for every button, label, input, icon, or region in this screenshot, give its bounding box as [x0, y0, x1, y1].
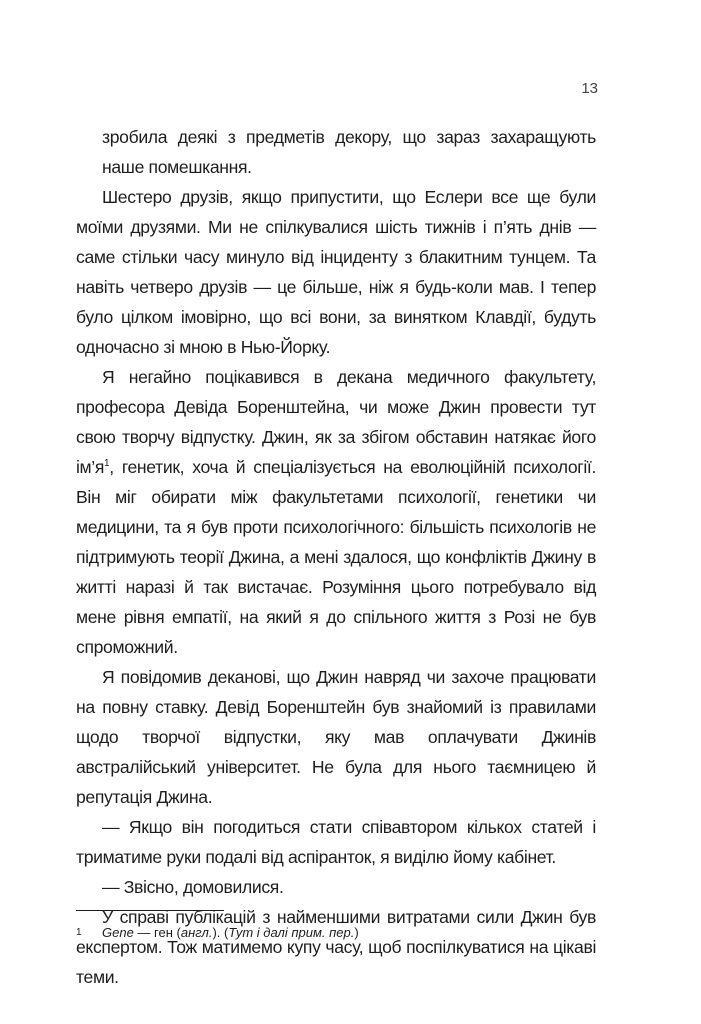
paragraph-3-part-1: Я негайно поцікавився в декана медичного факультету, професора Девіда Боренштейна, чи може Джин провести тут свою творчу відпустку. Джин, як за збігом обставин натякає його ім’я [76, 367, 596, 477]
body-text [76, 122, 596, 992]
page-number: 13 [581, 80, 598, 97]
footnote-note: Тут і далі прим. пер. [228, 925, 355, 940]
footnote-term: Gene [102, 925, 134, 940]
footnote [76, 924, 596, 942]
paragraph-3-part-2: , генетик, хоча й спеціалізується на еволюційній психології. Він міг обирати між факультетами психології, генетики чи медицини, та я був проти психологічного: більшість психологів не підтримують теорії Джина, а мені здалося, що конфліктів Джину в житті наразі й так вистачає. Розуміння цього потребувало від мене рівня емпатії, на який я до спільного життя з Розі не був спроможний. [76, 457, 596, 657]
paragraph-1: зробила деякі з предметів декору, що зараз захаращують наше помешкання. [102, 127, 596, 177]
footnote-reference[interactable]: 1 [104, 458, 110, 470]
footnote-marker: 1 [76, 927, 82, 938]
dialogue-line-2: — Звісно, домовилися. [102, 877, 284, 897]
footnote-text-2: ). ( [212, 925, 229, 940]
footnote-language: англ. [180, 925, 213, 940]
paragraph-5: У справі публікацій з найменшими витратами сили Джин був експертом. Тож матимемо купу часу, щоб поспілкуватися на цікаві теми. [76, 907, 596, 987]
footnote-text-3: ) [354, 925, 359, 940]
footnote-divider [76, 910, 224, 911]
dialogue-line-1: — Якщо він погодиться стати співавтором кількох статей і триматиме руки подалі від аспіранток, я виділю йому кабінет. [76, 817, 596, 867]
paragraph-4: Я повідомив деканові, що Джин навряд чи захоче працювати на повну ставку. Девід Боренштейн був знайомий із правилами щодо творчої відпустки, яку мав оплачувати Джинів австралійський університет. Не була для нього таємницею й репутація Джина. [76, 667, 596, 807]
paragraph-2: Шестеро друзів, якщо припустити, що Еслери все ще були моїми друзями. Ми не спілкувалися шість тижнів і п’ять днів — саме стільки часу минуло від інциденту з блакитним тунцем. Та навіть четверо друзів — це більше, ніж я будь-коли мав. І тепер було цілком імовірно, що всі вони, за винятком Клавдії, будуть одночасно зі мною в Нью-Йорку. [76, 187, 596, 357]
paragraph-3 [76, 362, 596, 662]
footnote-text-1: — ген ( [133, 925, 181, 940]
